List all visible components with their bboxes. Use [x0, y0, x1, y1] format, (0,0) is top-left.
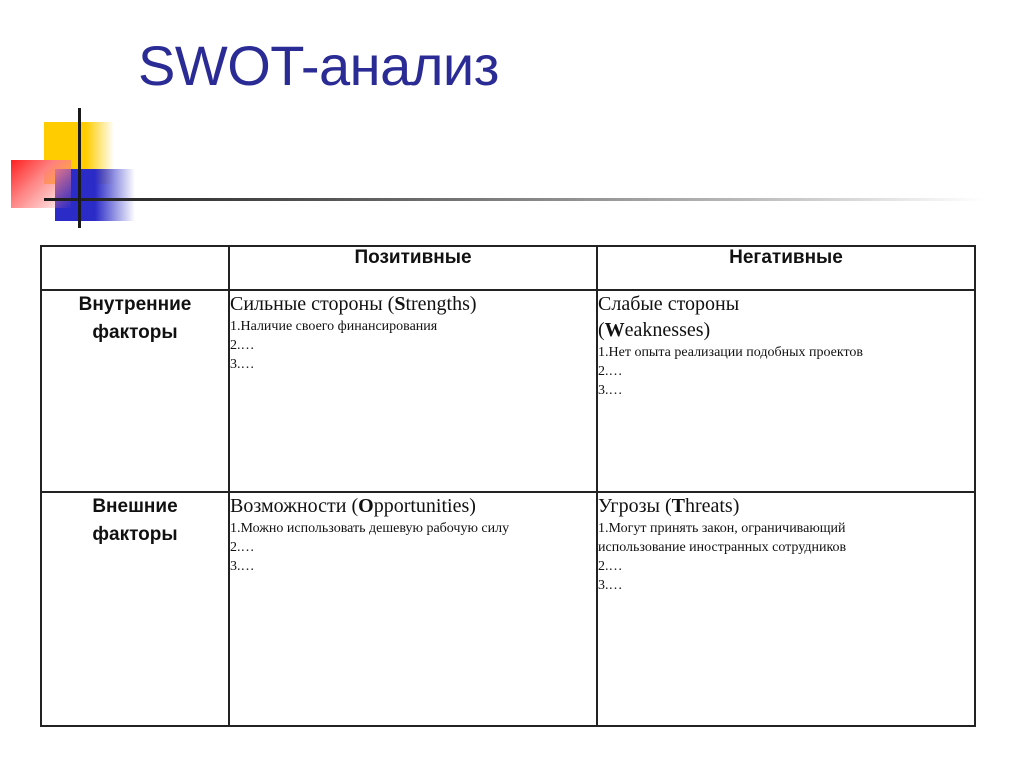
list-item: 1.Можно использовать дешевую рабочую силу [230, 521, 510, 536]
decor-horizontal-line [44, 198, 984, 201]
cell-threats [597, 492, 975, 726]
cell-opportunities [229, 492, 597, 726]
strengths-title: Сильные стороны (Strengths) [230, 293, 477, 315]
header-row [41, 246, 975, 290]
cell-strengths [229, 290, 597, 492]
opportunities-title: Возможности (Opportunities) [230, 495, 476, 517]
list-item: 3.… [598, 578, 623, 593]
list-item: 2.… [598, 559, 623, 574]
list-item: 2.… [230, 540, 255, 555]
row-label-external: Внешние факторы [41, 492, 229, 726]
list-item: 2.… [230, 338, 255, 353]
threats-title: Угрозы (Threats) [598, 495, 740, 517]
list-item: 3.… [230, 357, 255, 372]
list-item: 2.… [598, 364, 623, 379]
slide-title: SWOT-анализ [138, 34, 499, 97]
row-internal [41, 290, 975, 492]
list-item: 1.Нет опыта реализации подобных проектов [598, 345, 864, 360]
decor-vertical-line [78, 108, 81, 228]
list-item: 3.… [598, 383, 623, 398]
header-negative: Негативные [597, 246, 975, 290]
row-external [41, 492, 975, 726]
header-positive: Позитивные [229, 246, 597, 290]
cell-weaknesses [597, 290, 975, 492]
list-item: 1.Могут принять закон, ограничивающий использование иностранных сотрудников [598, 521, 847, 555]
weaknesses-title: Слабые стороны (Weaknesses) [598, 293, 740, 341]
row-label-internal: Внутренние факторы [41, 290, 229, 492]
list-item: 1.Наличие своего финансирования [230, 319, 438, 334]
swot-table [40, 245, 976, 727]
list-item: 3.… [230, 559, 255, 574]
header-empty [41, 246, 229, 290]
